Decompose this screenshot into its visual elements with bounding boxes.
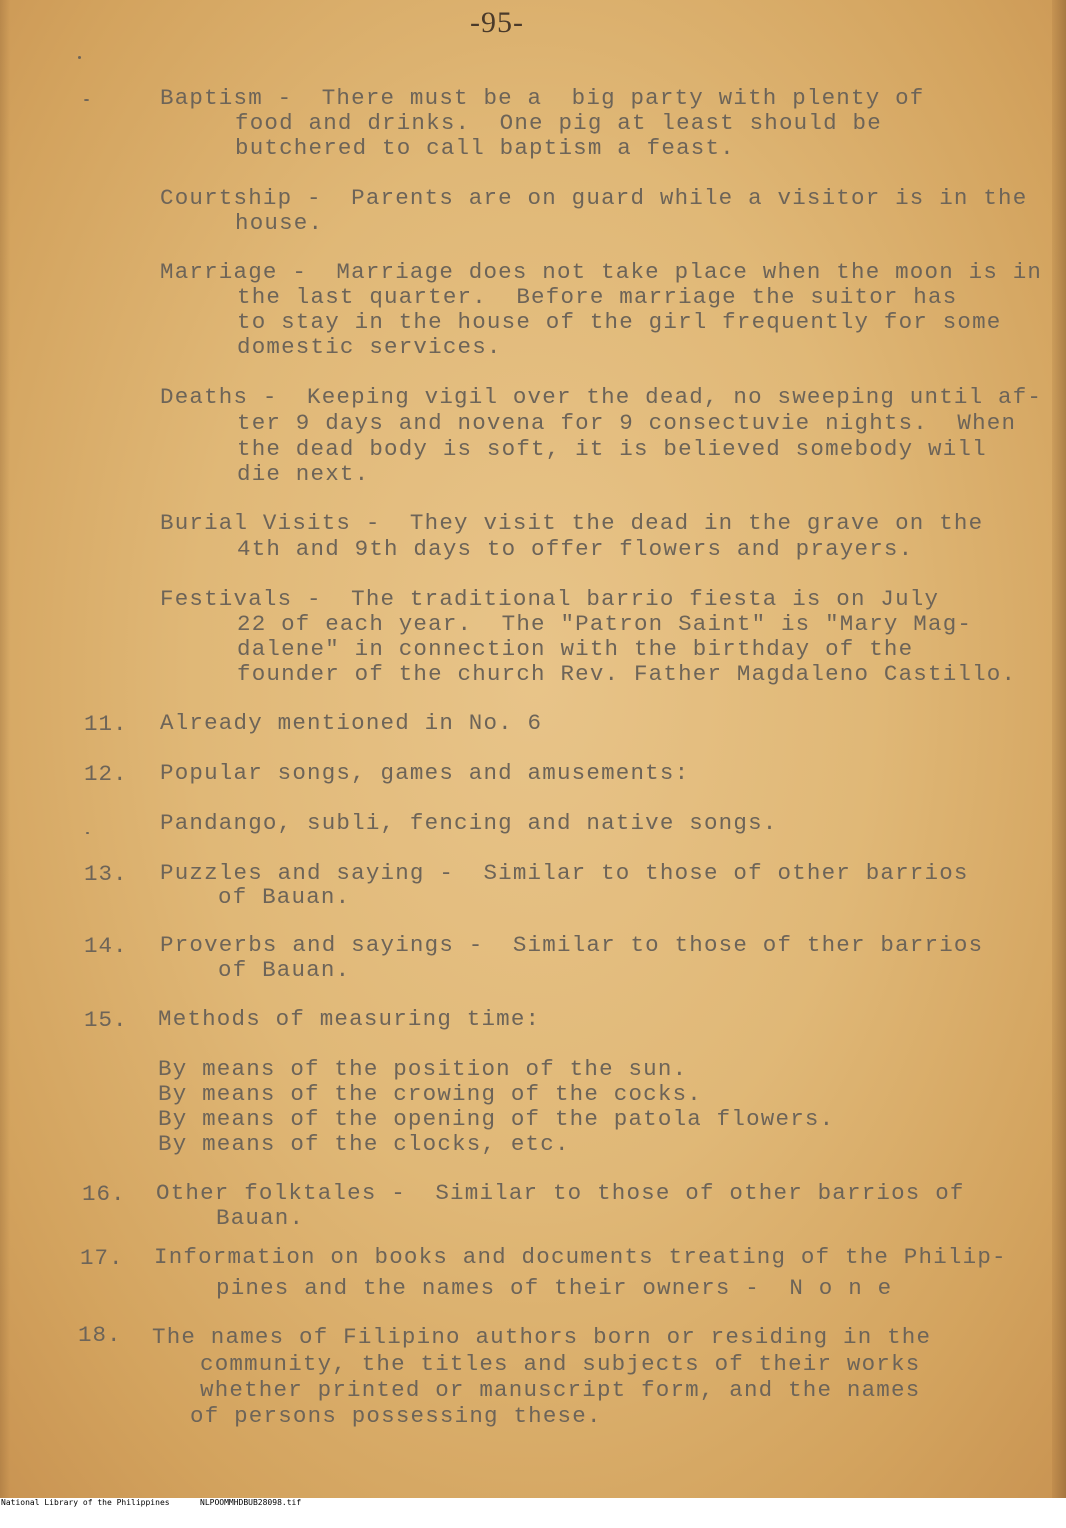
deaths-line-4: die next.	[237, 461, 370, 487]
item-11-line-1: Already mentioned in No. 6	[160, 710, 543, 736]
page-edge-shadow-left	[0, 0, 10, 1498]
item-15-line-4: By means of the opening of the patola flowers.	[158, 1106, 835, 1132]
item-15-line-5: By means of the clocks, etc.	[158, 1131, 570, 1157]
item-13-line-1: Puzzles and saying - Similar to those of other barrios	[160, 860, 969, 886]
item-15-line-3: By means of the crowing of the cocks.	[158, 1081, 702, 1107]
marriage-line-4: domestic services.	[237, 334, 502, 360]
festivals-line-4: founder of the church Rev. Father Magdaleno Castillo.	[237, 661, 1017, 687]
item-number: 16.	[82, 1181, 126, 1207]
festivals-line-3: dalene" in connection with the birthday of the	[237, 636, 914, 662]
item-15-line-2: By means of the position of the sun.	[158, 1056, 688, 1082]
item-18-line-1: The names of Filipino authors born or residing in the	[152, 1324, 932, 1350]
burial-visits-line-1: Burial Visits - They visit the dead in the grave on the	[160, 510, 984, 536]
item-18-line-4: of persons possessing these.	[190, 1403, 602, 1429]
item-17-line-1: Information on books and documents treating of the Philip-	[154, 1244, 1007, 1270]
item-number: 13.	[84, 861, 128, 887]
item-14-line-2: of Bauan.	[218, 957, 351, 983]
item-18-line-3: whether printed or manuscript form, and the names	[200, 1377, 921, 1403]
courtship-line-2: house.	[235, 210, 324, 236]
deaths-line-3: the dead body is soft, it is believed somebody will	[237, 436, 987, 462]
ink-speck	[78, 56, 81, 59]
item-16-line-2: Bauan.	[216, 1205, 305, 1231]
ink-speck	[86, 832, 89, 834]
item-number: 17.	[80, 1245, 124, 1271]
baptism-line-2: food and drinks. One pig at least should be	[235, 110, 882, 136]
item-14-line-1: Proverbs and sayings - Similar to those of ther barrios	[160, 932, 984, 958]
item-17-line-2: pines and the names of their owners - N o n e	[216, 1275, 893, 1301]
festivals-line-1: Festivals - The traditional barrio fiesta is on July	[160, 586, 940, 612]
courtship-line-1: Courtship - Parents are on guard while a visitor is in the	[160, 185, 1028, 211]
item-18-line-2: community, the titles and subjects of their works	[200, 1351, 921, 1377]
item-number: 18.	[78, 1322, 122, 1348]
page-edge-shadow-right	[1052, 0, 1066, 1498]
deaths-line-2: ter 9 days and novena for 9 consectuvie nights. When	[237, 410, 1017, 436]
item-15-line-1: Methods of measuring time:	[158, 1006, 541, 1032]
marriage-line-1: Marriage - Marriage does not take place when the moon is in	[160, 259, 1043, 285]
marriage-line-2: the last quarter. Before marriage the suitor has	[237, 284, 958, 310]
footer-file: NLPOOMMHDBUB28098.tif	[200, 1498, 302, 1507]
deaths-line-1: Deaths - Keeping vigil over the dead, no sweeping until af-	[160, 384, 1043, 410]
item-number: 11.	[84, 711, 128, 737]
burial-visits-line-2: 4th and 9th days to offer flowers and prayers.	[237, 536, 914, 562]
item-number: 15.	[84, 1007, 128, 1033]
scan-footer	[0, 1498, 1066, 1508]
item-12-line-2: Pandango, subli, fencing and native songs.	[160, 810, 778, 836]
item-16-line-1: Other folktales - Similar to those of other barrios of	[156, 1180, 965, 1206]
item-12-line-1: Popular songs, games and amusements:	[160, 760, 690, 786]
item-number: 14.	[84, 933, 128, 959]
footer-library: National Library of the Philippines	[1, 1498, 170, 1507]
item-13-line-2: of Bauan.	[218, 884, 351, 910]
baptism-line-1: Baptism - There must be a big party with plenty of	[160, 85, 925, 111]
festivals-line-2: 22 of each year. The "Patron Saint" is "Mary Mag-	[237, 611, 973, 637]
baptism-line-3: butchered to call baptism a feast.	[235, 135, 735, 161]
page-number: -95-	[470, 6, 524, 39]
marriage-line-3: to stay in the house of the girl frequently for some	[237, 309, 1002, 335]
item-number: 12.	[84, 761, 128, 787]
ink-speck	[84, 99, 89, 101]
